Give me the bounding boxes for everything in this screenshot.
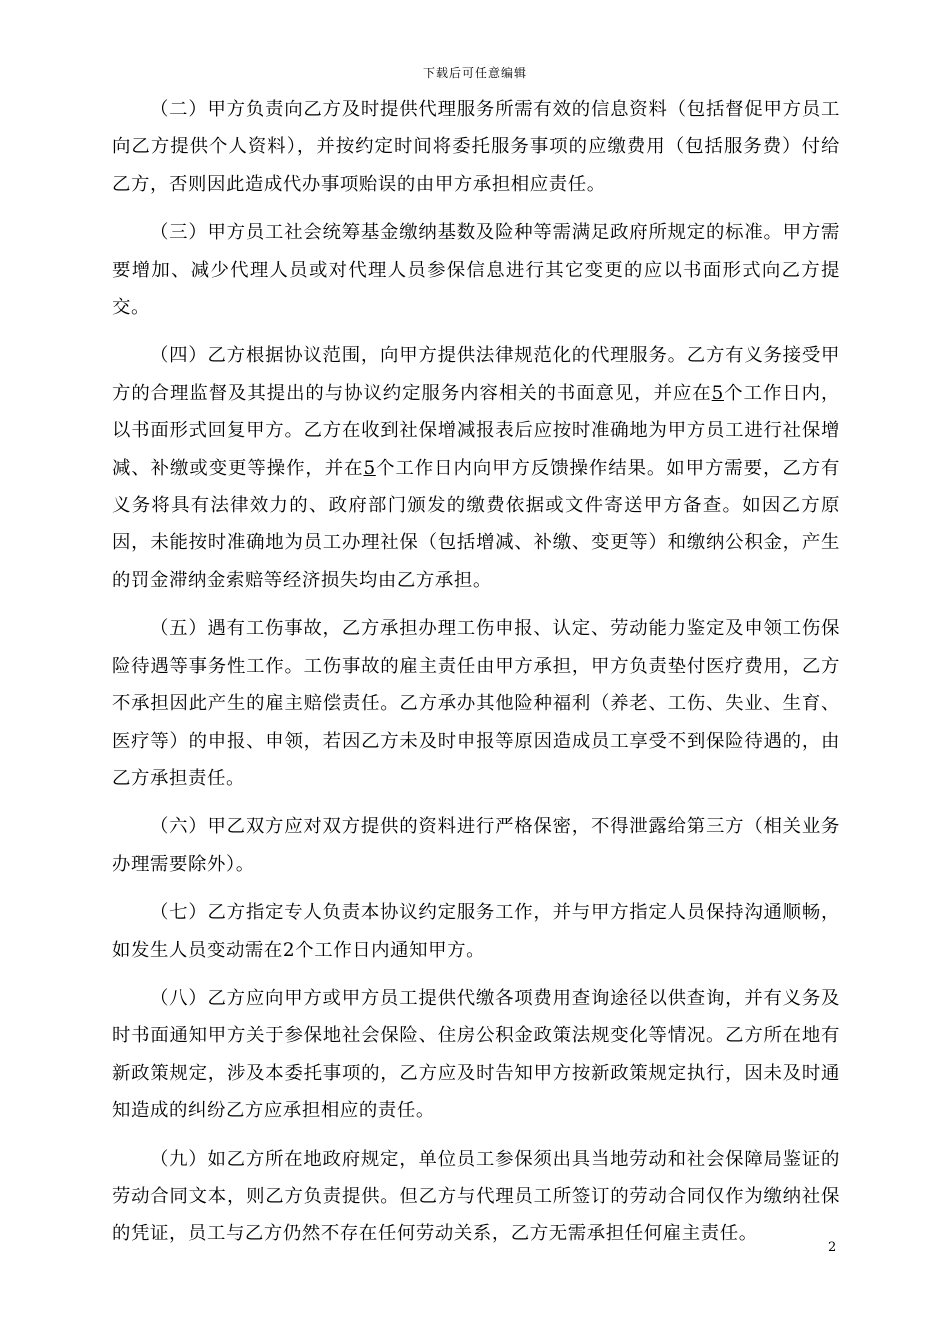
clause-4-days-1: 5 <box>711 382 724 404</box>
clause-4-part3: 个工作日内向甲方反馈操作结果。如甲方需要，乙方有义务将具有法律效力的、政府部门颁发的缴费依据或文件寄送甲方备查。如因乙方原因，未能按时准确地为员工办理社保（包括增减、补缴、变更等）和缴纳公积金，产生的罚金滞纳金索赔等经济损失均由乙方承担。 <box>112 457 840 591</box>
clause-4-part1: （四）乙方根据协议范围，向甲方提供法律规范化的代理服务。乙方有义务接受甲方的合理监督及其提出的与协议约定服务内容相关的书面意见，并应在 <box>112 345 840 404</box>
clause-9: （九）如乙方所在地政府规定，单位员工参保须出具当地劳动和社会保障局鉴证的劳动合同文本，则乙方负责提供。但乙方与代理员工所签订的劳动合同仅作为缴纳社保的凭证，员工与乙方仍然不存在任何劳动关系，乙方无需承担任何雇主责任。 <box>112 1148 840 1245</box>
clause-6: （六）甲乙双方应对双方提供的资料进行严格保密，不得泄露给第三方（相关业务办理需要除外）。 <box>112 816 840 875</box>
clause-5: （五）遇有工伤事故，乙方承担办理工伤申报、认定、劳动能力鉴定及申领工伤保险待遇等事务性工作。工伤事故的雇主责任由甲方承担，甲方负责垫付医疗费用，乙方不承担因此产生的雇主赔偿责任。乙方承办其他险种福利（养老、工伤、失业、生育、医疗等）的申报、申领，若因乙方未及时申报等原因造成员工享受不到保险待遇的，由乙方承担责任。 <box>112 618 840 789</box>
clause-4-days-2: 5 <box>363 457 376 479</box>
clause-4 <box>112 337 840 599</box>
clause-3: （三）甲方员工社会统筹基金缴纳基数及险种等需满足政府所规定的标准。甲方需要增加、减少代理人员或对代理人员参保信息进行其它变更的应以书面形式向乙方提交。 <box>112 222 840 319</box>
clause-2: （二）甲方负责向乙方及时提供代理服务所需有效的信息资料（包括督促甲方员工向乙方提供个人资料），并按约定时间将委托服务事项的应缴费用（包括服务费）付给乙方，否则因此造成代办事项贻误的由甲方承担相应责任。 <box>112 99 840 195</box>
document-body <box>112 91 840 1264</box>
clause-7: （七）乙方指定专人负责本协议约定服务工作，并与甲方指定人员保持沟通顺畅，如发生人员变动需在2个工作日内通知甲方。 <box>112 902 840 961</box>
clause-8: （八）乙方应向甲方或甲方员工提供代缴各项费用查询途径以供查询，并有义务及时书面通知甲方关于参保地社会保险、住房公积金政策法规变化等情况。乙方所在地有新政策规定，涉及本委托事项的，乙方应及时告知甲方按新政策规定执行，因未及时通知造成的纠纷乙方应承担相应的责任。 <box>112 987 840 1122</box>
page-header: 下载后可任意编辑 <box>422 66 527 80</box>
page-number: 2 <box>828 1240 837 1255</box>
clause-4-part2: 个工作日内，以书面形式回复甲方。乙方在收到社保增减报表后应按时准确地为甲方员工进行社保增减、补缴或变更等操作，并在 <box>112 382 840 479</box>
